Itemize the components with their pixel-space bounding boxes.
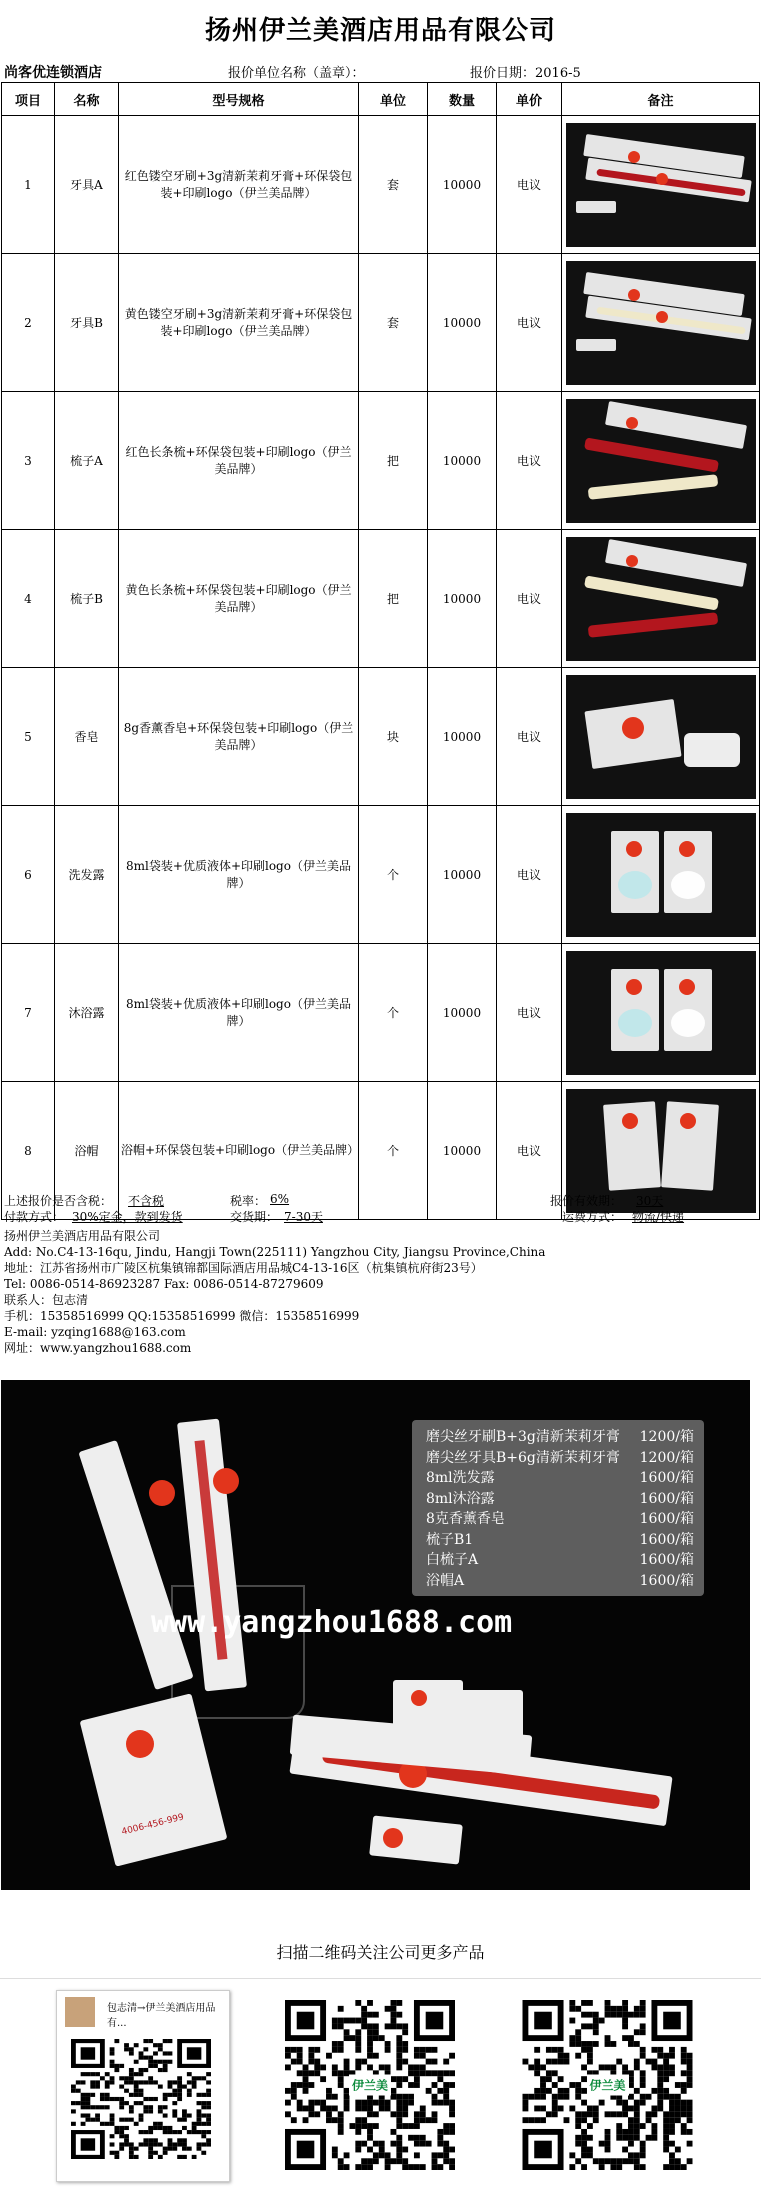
- product-photo-sachet: [566, 951, 756, 1075]
- col-header: 备注: [562, 83, 760, 116]
- rate-label: 税率：: [230, 1194, 267, 1208]
- email: E-mail: yzqing1688@163.com: [4, 1325, 186, 1339]
- row-number: 4: [2, 530, 55, 668]
- table-header-row: [2, 83, 760, 116]
- table-row: [2, 392, 760, 530]
- price-item-name: 8ml沐浴露: [426, 1490, 495, 1507]
- price-item-name: 8克香薰香皂: [426, 1511, 505, 1527]
- price-item-name: 磨尖丝牙具B+6g清新茉莉牙膏: [426, 1449, 620, 1466]
- product-spec: 8ml袋装+优质液体+印刷logo（伊兰美品牌）: [119, 806, 359, 944]
- product-photo: [562, 668, 760, 806]
- wechat-card: [56, 1990, 230, 2182]
- product-unit: 把: [359, 530, 428, 668]
- quote-date: 报价日期：2016-5: [470, 66, 581, 81]
- table-row: [2, 806, 760, 944]
- tel-fax: Tel: 0086-0514-86923287 Fax: 0086-0514-87279609: [4, 1277, 324, 1291]
- price-item-name: 8ml洗发露: [426, 1470, 495, 1486]
- brand-logo-icon: [626, 555, 638, 567]
- table-row: [2, 254, 760, 392]
- toothbrush-pack-shape: [78, 1440, 193, 1690]
- website: 网址：www.yangzhou1688.com: [4, 1341, 192, 1355]
- contact-person: 联系人：包志清: [4, 1293, 89, 1307]
- product-unit: 个: [359, 806, 428, 944]
- table-row: [2, 668, 760, 806]
- quote-table: [1, 82, 760, 1220]
- website-watermark: www.yangzhou1688.com: [151, 1605, 513, 1640]
- row-number: 8: [2, 1082, 55, 1220]
- price-item-name: 磨尖丝牙刷B+3g清新茉莉牙膏: [426, 1429, 620, 1445]
- price-row: [426, 1508, 694, 1528]
- delivery-value: 7-30天: [284, 1210, 323, 1224]
- liquid-shape: [618, 871, 652, 899]
- product-price: 电议: [497, 1082, 562, 1220]
- brand-logo: 伊兰美: [586, 2075, 628, 2096]
- price-item-price: 1600/箱: [639, 1572, 694, 1589]
- price-item-price: 1600/箱: [639, 1490, 694, 1507]
- product-name: 梳子A: [55, 392, 119, 530]
- product-photo: [562, 116, 760, 254]
- product-unit: 个: [359, 1082, 428, 1220]
- product-hero-image: [1, 1380, 750, 1890]
- company-name: 扬州伊兰美酒店用品有限公司: [4, 1229, 161, 1243]
- product-name: 沐浴露: [55, 944, 119, 1082]
- product-unit: 套: [359, 116, 428, 254]
- col-header: 数量: [428, 83, 497, 116]
- col-header: 名称: [55, 83, 119, 116]
- product-photo-soap: [566, 675, 756, 799]
- pay-label: 付款方式：: [4, 1210, 65, 1224]
- price-item-name: 梳子B1: [426, 1531, 474, 1548]
- tax-value: 不含税: [128, 1194, 165, 1208]
- comb-shape: [583, 575, 718, 610]
- avatar: [65, 1997, 95, 2027]
- price-row: [426, 1488, 694, 1508]
- table-row: [2, 530, 760, 668]
- brand-logo-icon: [626, 417, 638, 429]
- product-spec: 黄色长条梳+环保袋包装+印刷logo（伊兰美品牌）: [119, 530, 359, 668]
- brand-logo: 伊兰美: [349, 2075, 391, 2096]
- brand-logo-icon: [656, 173, 668, 185]
- price-item-price: 1600/箱: [639, 1531, 694, 1548]
- product-photo-toothbrush-red: [566, 123, 756, 247]
- product-photo: [562, 944, 760, 1082]
- product-unit: 个: [359, 944, 428, 1082]
- col-header: 单价: [497, 83, 562, 116]
- soap-bar-shape: [684, 733, 740, 767]
- comb-shape: [583, 437, 718, 472]
- brand-logo-icon: [680, 1113, 696, 1129]
- price-list-box: [412, 1420, 704, 1596]
- brand-logo-icon: [149, 1480, 175, 1506]
- row-number: 3: [2, 392, 55, 530]
- brand-logo-icon: [628, 151, 640, 163]
- product-price: 电议: [497, 668, 562, 806]
- product-photo: [562, 392, 760, 530]
- product-unit: 套: [359, 254, 428, 392]
- valid-value: 30天: [636, 1194, 664, 1208]
- toothpaste-shape: [576, 339, 616, 351]
- price-item-price: 1600/箱: [639, 1470, 694, 1486]
- product-name: 牙具A: [55, 116, 119, 254]
- product-photo-toothbrush-ivory: [566, 261, 756, 385]
- price-item-price: 1200/箱: [639, 1429, 694, 1445]
- price-item-price: 1600/箱: [639, 1552, 694, 1568]
- product-photo: [562, 806, 760, 944]
- product-name: 洗发露: [55, 806, 119, 944]
- product-quantity: 10000: [428, 116, 497, 254]
- ship-label: 运费方式：: [562, 1210, 623, 1224]
- product-name: 香皂: [55, 668, 119, 806]
- product-name: 浴帽: [55, 1082, 119, 1220]
- hotel-name: 尚客优连锁酒店: [4, 65, 102, 81]
- product-price: 电议: [497, 254, 562, 392]
- product-spec: 红色镂空牙刷+3g清新茉莉牙膏+环保袋包装+印刷logo（伊兰美品牌）: [119, 116, 359, 254]
- contact-block: [4, 1228, 545, 1356]
- product-unit: 块: [359, 668, 428, 806]
- product-quantity: 10000: [428, 944, 497, 1082]
- valid-label: 报价有效期：: [550, 1194, 623, 1208]
- product-name: 梳子B: [55, 530, 119, 668]
- brand-logo-icon: [626, 979, 642, 995]
- price-row: [426, 1549, 694, 1569]
- price-item-price: 1200/箱: [639, 1449, 694, 1466]
- product-spec: 浴帽+环保袋包装+印刷logo（伊兰美品牌）: [119, 1082, 359, 1220]
- price-row: [426, 1467, 694, 1487]
- delivery-label: 交货期：: [230, 1210, 279, 1224]
- product-quantity: 10000: [428, 530, 497, 668]
- product-spec: 8g香薰香皂+环保袋包装+印刷logo（伊兰美品牌）: [119, 668, 359, 806]
- row-number: 7: [2, 944, 55, 1082]
- pay-value: 30%定金，款到发货: [72, 1210, 183, 1224]
- brand-logo-icon: [622, 717, 644, 739]
- product-price: 电议: [497, 530, 562, 668]
- price-row: [426, 1426, 694, 1446]
- qr-code-icon: [285, 2000, 455, 2170]
- liquid-shape: [671, 871, 705, 899]
- product-spec: 红色长条梳+环保袋包装+印刷logo（伊兰美品牌）: [119, 392, 359, 530]
- price-item-price: 1600/箱: [639, 1511, 694, 1527]
- row-number: 5: [2, 668, 55, 806]
- brand-logo-icon: [656, 311, 668, 323]
- qr-code-icon: [520, 2000, 695, 2170]
- showercap-pack-shape: [80, 1693, 228, 1866]
- scan-qr-caption: 扫描二维码关注公司更多产品: [276, 1943, 485, 1962]
- product-spec: 黄色镂空牙刷+3g清新茉莉牙膏+环保袋包装+印刷logo（伊兰美品牌）: [119, 254, 359, 392]
- brand-logo-icon: [679, 979, 695, 995]
- product-quantity: 10000: [428, 668, 497, 806]
- product-quantity: 10000: [428, 254, 497, 392]
- price-row: [426, 1570, 694, 1590]
- address-en: Add: No.C4-13-16qu, Jindu, Hangji Town(225111) Yangzhou City, Jiangsu Province,China: [4, 1245, 546, 1259]
- brand-logo-icon: [679, 841, 695, 857]
- divider: [0, 1978, 761, 1979]
- table-row: [2, 944, 760, 1082]
- row-number: 1: [2, 116, 55, 254]
- toothpaste-shape: [576, 201, 616, 213]
- brand-logo-icon: [626, 841, 642, 857]
- brand-logo-icon: [383, 1828, 403, 1848]
- price-item-name: 白梳子A: [426, 1552, 479, 1568]
- wechat-name: 包志清→伊兰美酒店用品有...: [107, 2003, 216, 2029]
- product-spec: 8ml袋装+优质液体+印刷logo（伊兰美品牌）: [119, 944, 359, 1082]
- product-unit: 把: [359, 392, 428, 530]
- liquid-shape: [618, 1009, 652, 1037]
- product-photo: [562, 254, 760, 392]
- price-row: [426, 1529, 694, 1549]
- product-photo-comb-red: [566, 399, 756, 523]
- row-number: 2: [2, 254, 55, 392]
- col-header: 项目: [2, 83, 55, 116]
- product-photo: [562, 530, 760, 668]
- tax-label: 上述报价是否含税：: [4, 1194, 113, 1208]
- product-name: 牙具B: [55, 254, 119, 392]
- comb-shape: [587, 474, 718, 500]
- bag-phone-text: 4006-456-999: [120, 1812, 186, 1838]
- product-quantity: 10000: [428, 1082, 497, 1220]
- price-row: [426, 1447, 694, 1467]
- col-header: 型号规格: [119, 83, 359, 116]
- brand-logo-icon: [628, 289, 640, 301]
- page-title: 扬州伊兰美酒店用品有限公司: [204, 16, 556, 46]
- mobile-qq-wechat: 手机：15358516999 QQ:15358516999 微信：15358516999: [4, 1309, 360, 1323]
- table-row: [2, 116, 760, 254]
- row-number: 6: [2, 806, 55, 944]
- brand-logo-icon: [126, 1730, 154, 1758]
- address-cn: 地址：江苏省扬州市广陵区杭集镇锦都国际酒店用品城C4-13-16区（杭集镇杭府街23号）: [4, 1261, 483, 1275]
- qr-code-icon: [71, 2039, 211, 2159]
- liquid-shape: [671, 1009, 705, 1037]
- product-price: 电议: [497, 392, 562, 530]
- product-quantity: 10000: [428, 392, 497, 530]
- col-header: 单位: [359, 83, 428, 116]
- rate-value: 6%: [270, 1192, 290, 1206]
- product-photo-comb-ivory: [566, 537, 756, 661]
- product-quantity: 10000: [428, 806, 497, 944]
- comb-shape: [587, 612, 718, 638]
- quote-unit-label: 报价单位名称（盖章）：: [228, 66, 365, 81]
- product-photo-sachet: [566, 813, 756, 937]
- product-price: 电议: [497, 944, 562, 1082]
- ship-value: 物流/快递: [632, 1210, 685, 1224]
- product-price: 电议: [497, 806, 562, 944]
- brand-logo-icon: [213, 1468, 239, 1494]
- brand-logo-icon: [411, 1690, 427, 1706]
- product-price: 电议: [497, 116, 562, 254]
- brand-logo-icon: [622, 1113, 638, 1129]
- price-item-name: 浴帽A: [426, 1572, 465, 1589]
